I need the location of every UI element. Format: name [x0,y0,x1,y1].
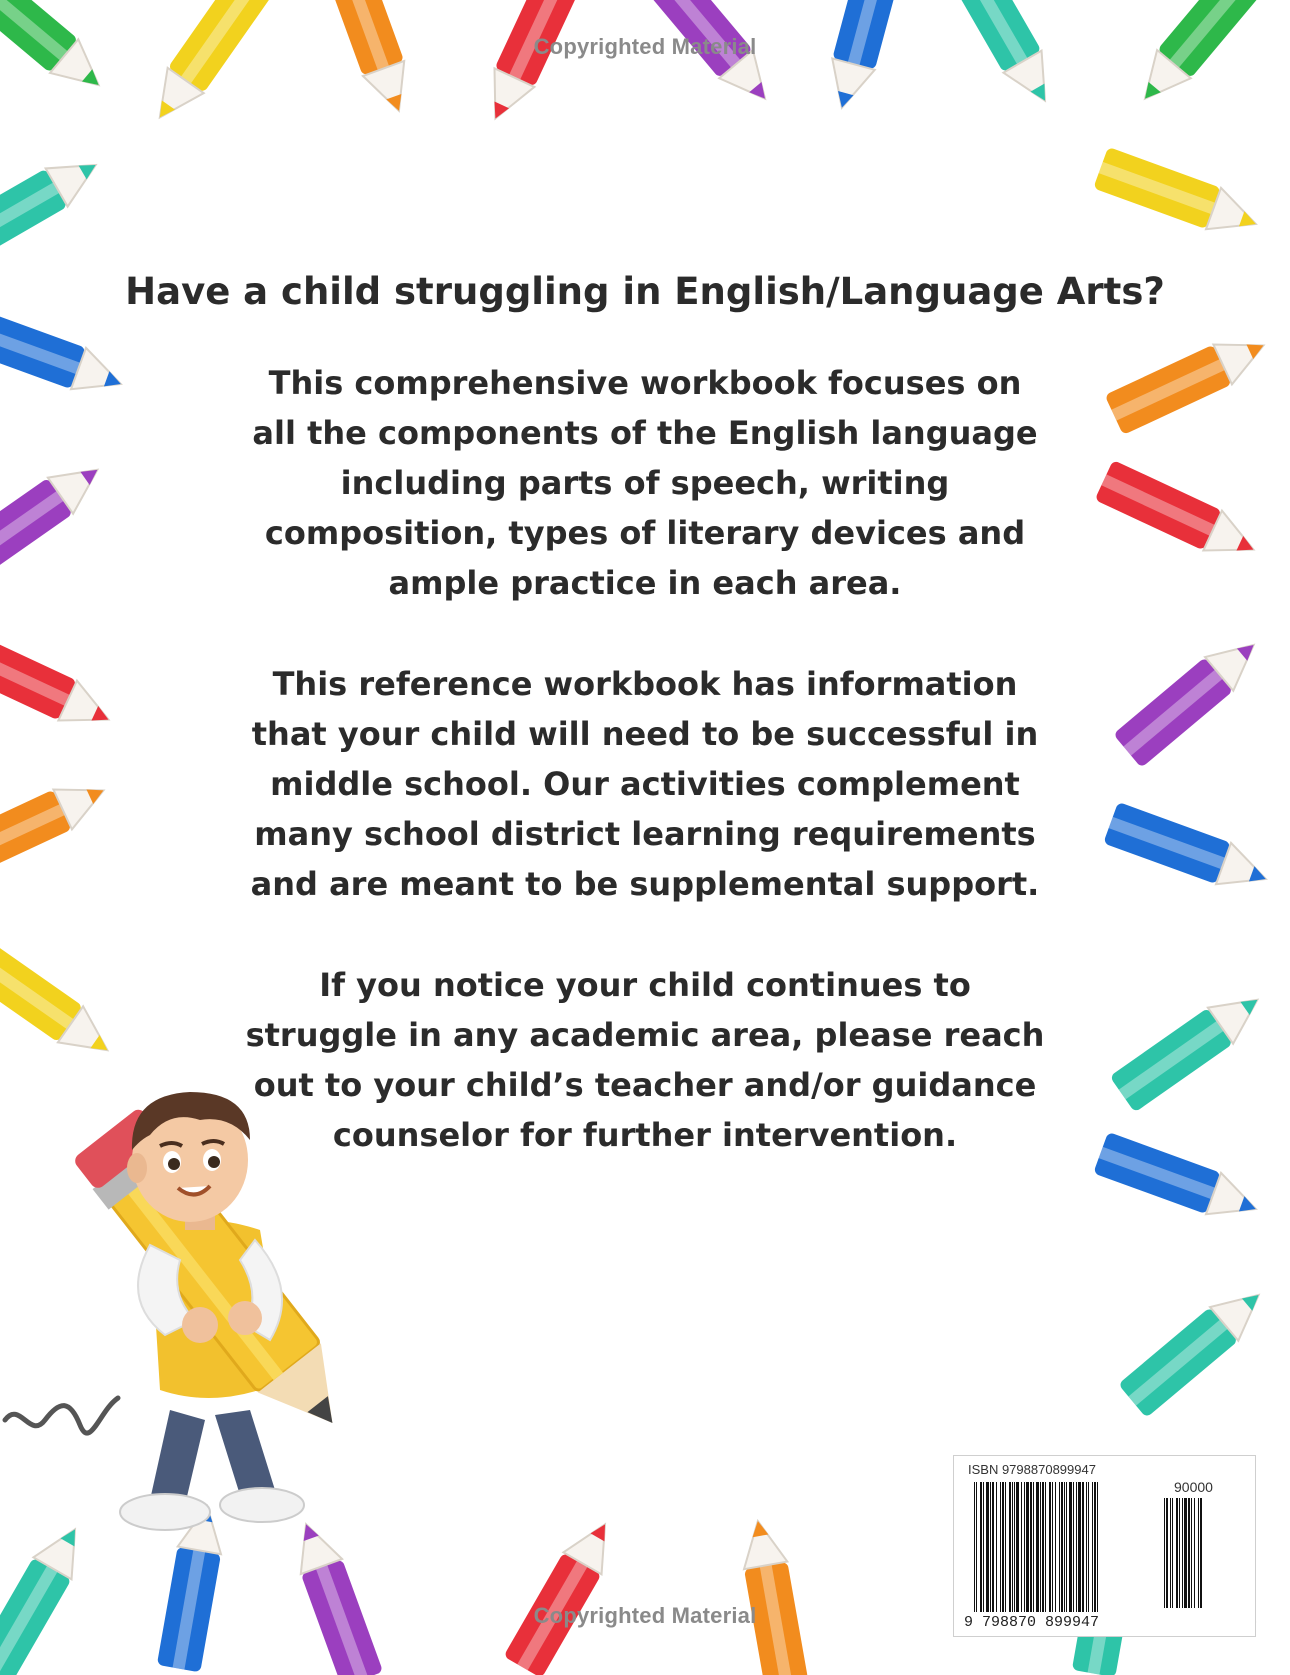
pencil-icon [0,770,113,880]
text-line: that your child will need to be successful in [251,715,1039,753]
barcode-bar [1042,1482,1044,1612]
pencil-icon [1118,1278,1273,1418]
barcode-bar [1194,1498,1195,1608]
barcode-bar [980,1482,982,1612]
barcode-bar [1021,1482,1022,1612]
barcode-bar [1009,1482,1011,1612]
text-line: This comprehensive workbook focuses on [268,364,1022,402]
text-line: all the components of the English language [252,414,1038,452]
barcode-bar [1184,1498,1187,1608]
barcode-bar [1164,1498,1165,1608]
barcode-bar [1078,1482,1081,1612]
text-line: ample practice in each area. [388,564,902,602]
barcode-bar [1012,1482,1013,1612]
barcode-bar [992,1482,994,1612]
paragraph-description [200,358,1090,608]
barcode-addon-bars [1164,1498,1236,1608]
barcode-bar [1176,1498,1178,1608]
barcode-bar [1088,1482,1089,1612]
text-line: including parts of speech, writing [340,464,950,502]
text-line: many school district learning requirements [254,815,1036,853]
barcode-bar [1066,1482,1067,1612]
barcode-bars [974,1482,1154,1612]
barcode-bar [1086,1482,1087,1612]
barcode-bar [1198,1498,1199,1608]
barcode-bar [1036,1482,1039,1612]
barcode-bar [1030,1482,1032,1612]
barcode-bar [1082,1482,1084,1612]
barcode-bar [1170,1498,1171,1608]
text-line: composition, types of literary devices and [264,514,1026,552]
barcode-bar [1016,1482,1019,1612]
pencil-icon [736,1517,808,1675]
price-code: 90000 [1174,1479,1213,1495]
pencil-icon [0,937,120,1068]
headline: Have a child struggling in English/Language Arts? [125,270,1165,313]
text-line: and are meant to be supplemental support. [250,865,1040,903]
text-line: struggle in any academic area, please reach [245,1016,1045,1054]
barcode-bar [1033,1482,1034,1612]
barcode-bar [1040,1482,1041,1612]
barcode-bar [1166,1498,1168,1608]
pencil-icon [1113,628,1268,768]
barcode-bar [986,1482,989,1612]
text-line: This reference workbook has information [272,665,1018,703]
text-line: middle school. Our activities complement [270,765,1020,803]
barcode-bar [976,1482,977,1612]
pencil-icon [1093,1132,1263,1230]
barcode-bar [1064,1482,1065,1612]
barcode-bar [1097,1482,1098,1612]
barcode-bar [974,1482,975,1612]
barcode-bar [1200,1498,1202,1608]
pencil-icon [1103,802,1273,900]
barcode-bar [1026,1482,1029,1612]
barcode-bar [990,1482,991,1612]
pencil-icon [0,630,118,740]
text-line: counselor for further intervention. [332,1116,958,1154]
barcode-bar [1061,1482,1063,1612]
pencil-icon [0,452,110,583]
barcode-bar [996,1482,997,1612]
isbn-barcode [953,1455,1256,1637]
paragraph-reference [200,659,1090,909]
text-line: If you notice your child continues to [319,966,971,1004]
barcode-bar [1191,1498,1192,1608]
pencil-icon [503,1513,624,1675]
isbn-label: ISBN 9798870899947 [968,1462,1096,1477]
barcode-bar [1092,1482,1093,1612]
barcode-bar [1182,1498,1183,1608]
barcode-bar [1000,1482,1001,1612]
barcode-bar [1049,1482,1051,1612]
barcode-bar [1005,1482,1006,1612]
barcode-bar [1014,1482,1015,1612]
barcode-bar [1024,1482,1025,1612]
watermark-top: Copyrighted Material [533,34,757,59]
watermark-bottom: Copyrighted Material [533,1603,757,1628]
barcode-bar [1045,1482,1046,1612]
barcode-bar [1052,1482,1053,1612]
barcode-bar [1055,1482,1056,1612]
pencil-icon [1105,325,1273,435]
barcode-bar [1076,1482,1077,1612]
barcode-bar [1073,1482,1074,1612]
pencil-icon [0,146,107,267]
pencil-icon [1095,460,1263,570]
barcode-bar [1059,1482,1060,1612]
barcode-bar [1188,1498,1190,1608]
barcode-bar [983,1482,984,1612]
pencil-icon [475,0,585,128]
pencil-icon [1110,982,1270,1113]
barcode-bar [1002,1482,1004,1612]
barcode-digits: 9 798870 899947 [964,1614,1100,1631]
pencil-icon [142,0,273,130]
pencil-icon [0,307,128,405]
text-line: out to your child’s teacher and/or guidance [253,1066,1037,1104]
boy-with-pencil-illustration [0,1080,380,1560]
barcode-bar [1179,1498,1180,1608]
barcode-bar [1172,1498,1173,1608]
barcode-bar [1094,1482,1096,1612]
pencil-icon [1093,147,1263,245]
barcode-bar [1069,1482,1072,1612]
